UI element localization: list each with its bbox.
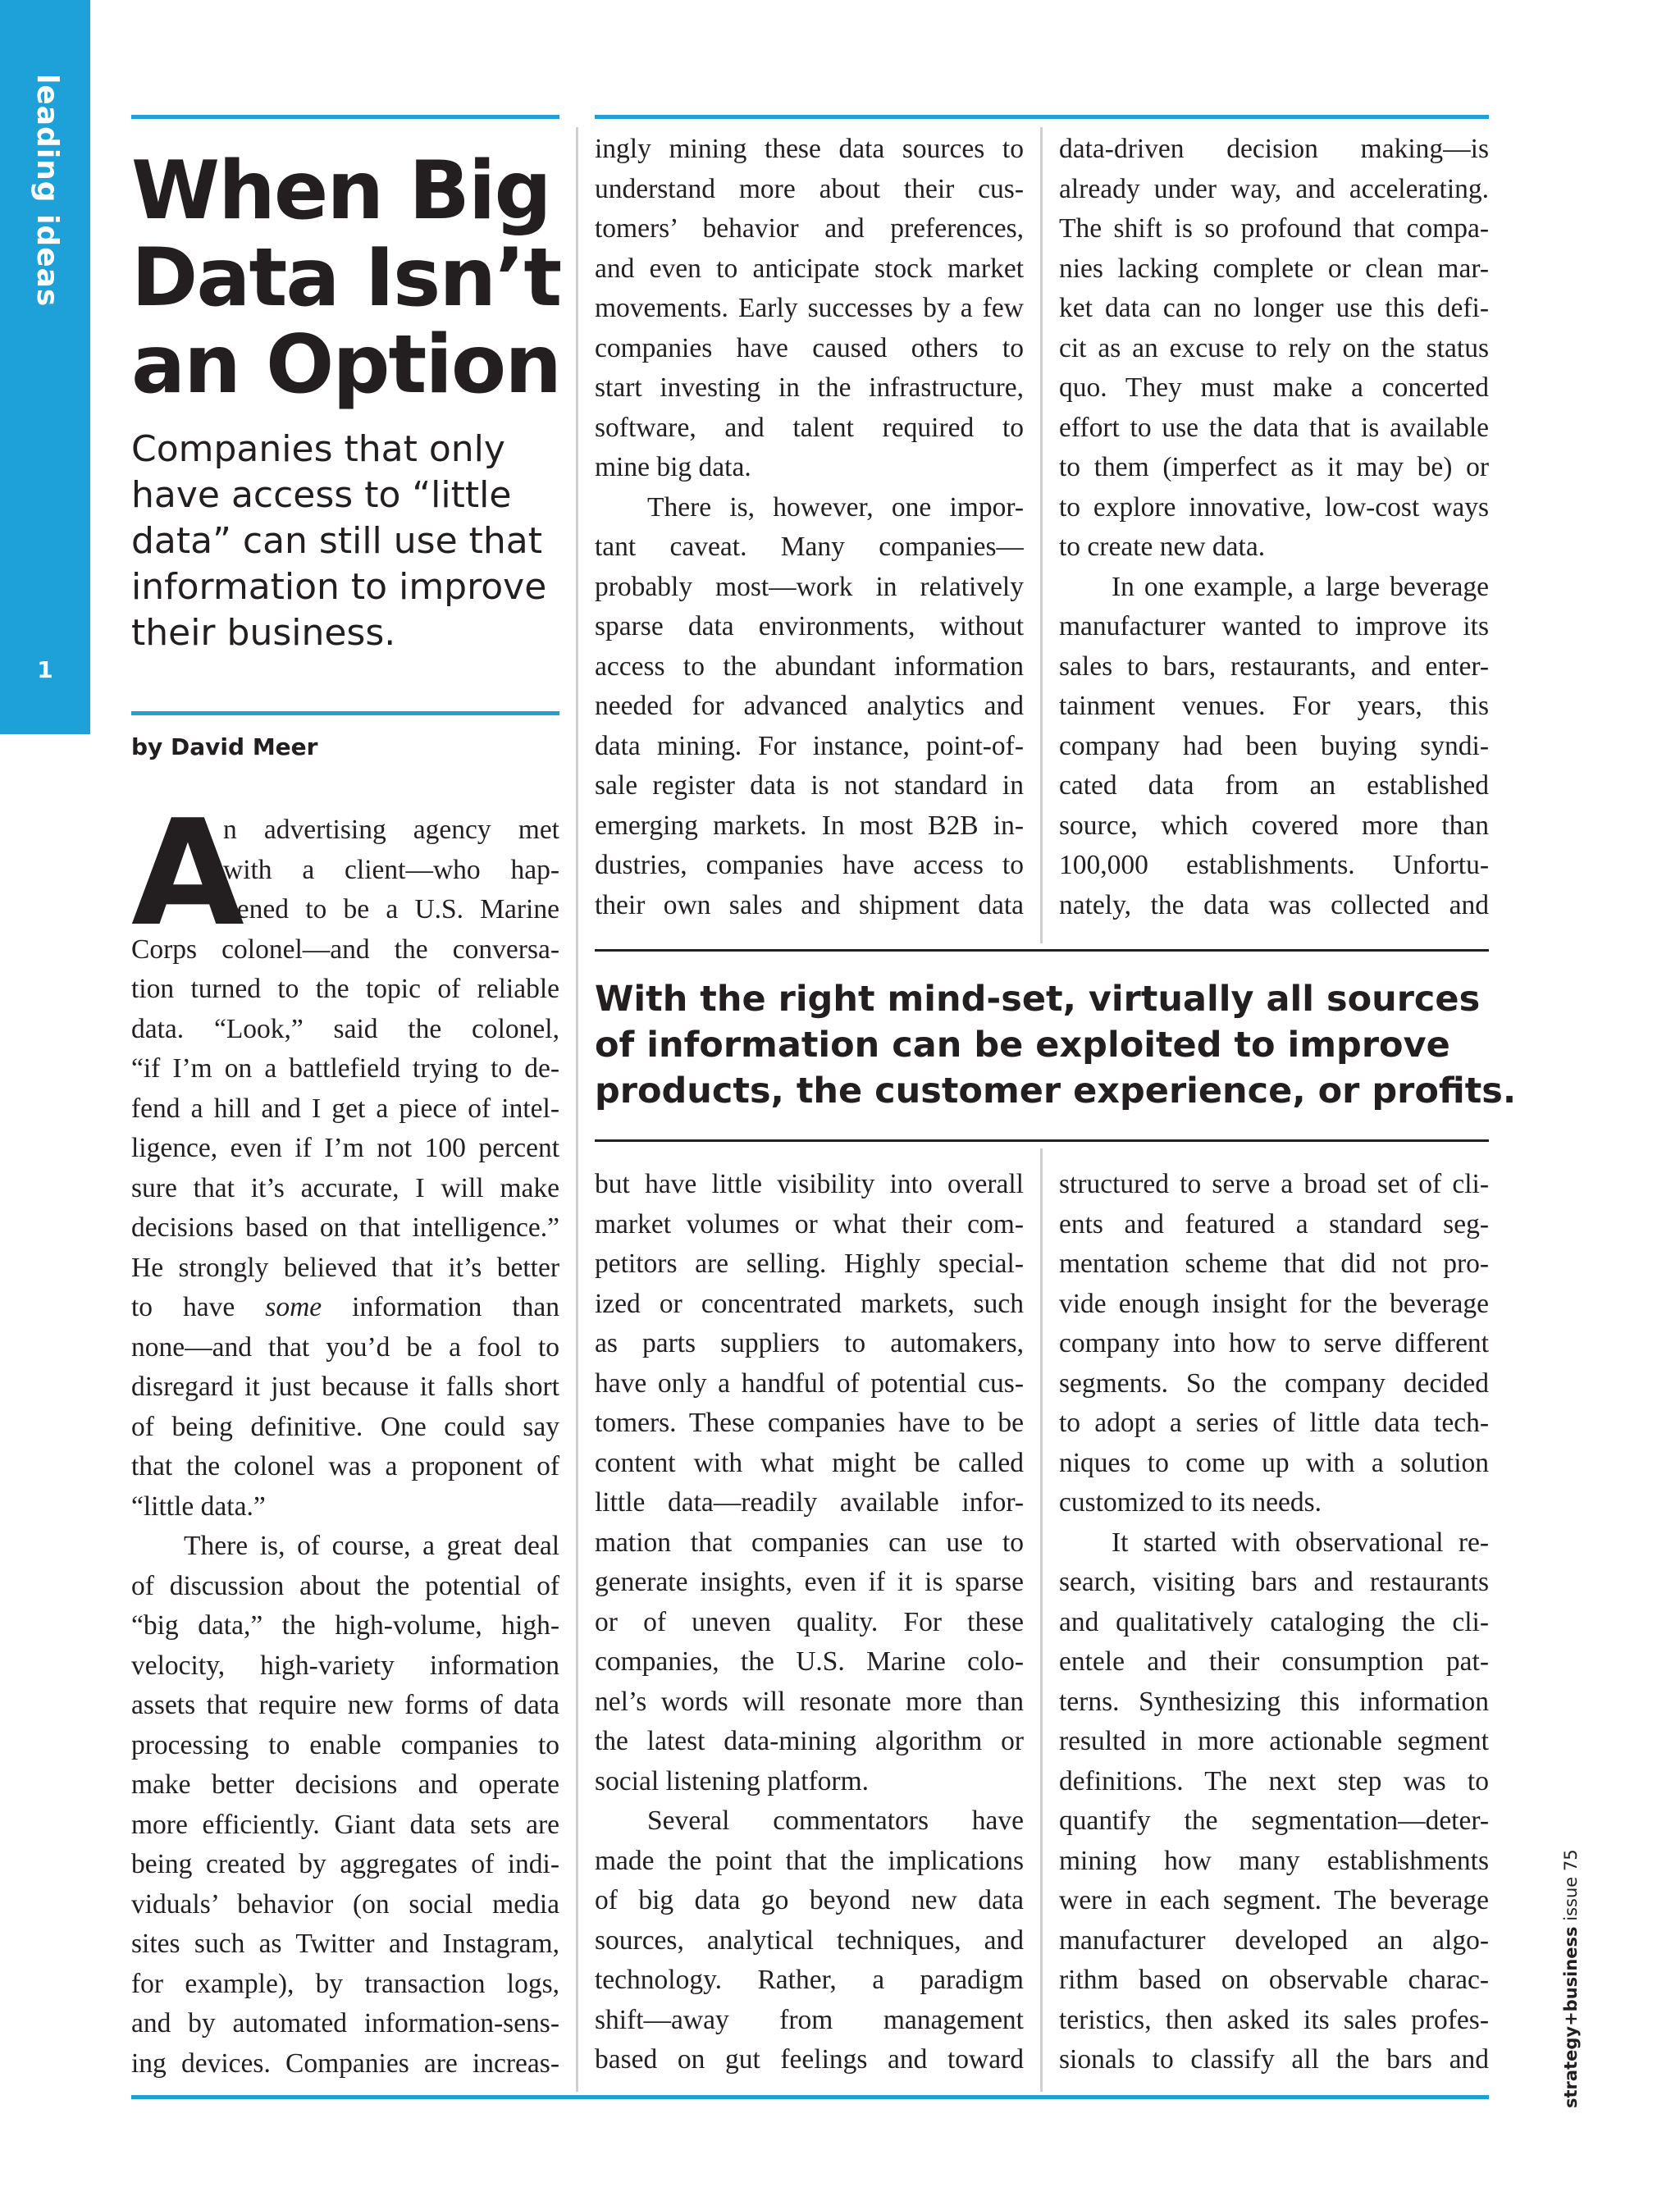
dek-line: their business. [131,612,396,654]
text-line: assets that require new forms of data [131,1690,559,1720]
text-fragment: information than [322,1292,559,1322]
column-2-top [595,130,1024,925]
text-line: nies lacking complete or clean mar- [1059,253,1489,284]
emphasis: some [265,1292,322,1322]
text-line: There is, however, one impor- [647,491,1024,523]
byline: by David Meer [131,733,318,760]
text-line: to them (imperfect as it may be) or [1059,452,1489,482]
text-line: teristics, then asked its sales profes- [1059,2004,1489,2035]
dek-line: Companies that only [131,428,505,470]
text-line: entele and their consumption pat- [1059,1646,1489,1677]
text-line: 100,000 establishments. Unfortu- [1059,850,1489,880]
text-line: made the point that the implications [595,1845,1024,1876]
text-line: generate insights, even if it is sparse [595,1567,1024,1597]
text-line: company into how to serve different [1059,1328,1489,1358]
text-line: with a client—who hap- [223,854,559,885]
text-line: of discussion about the potential of [131,1570,559,1601]
text-line: social listening platform. [595,1765,870,1796]
paragraph [131,788,559,1527]
pull-quote-line: With the right mind-set, virtually all sources [595,979,1481,1020]
pull-quote [595,976,1517,1114]
text-line: dustries, companies have access to [595,850,1024,880]
text-line: ing devices. Companies are increas- [131,2048,559,2079]
text-line: mation that companies can use to [595,1527,1024,1558]
text-line: terns. Synthesizing this information [1059,1686,1489,1717]
headline-line: an Option [131,318,561,412]
text-line: sure that it’s accurate, I will make [131,1172,559,1203]
section-tab [0,0,90,734]
text-line: n advertising agency met [223,815,559,845]
text-line: It started with observational re- [1112,1527,1489,1558]
text-line: sites such as Twitter and Instagram, [131,1929,559,1959]
paragraph [595,1165,1024,1801]
pull-quote-bottom-rule [595,1139,1489,1142]
text-line: company had been buying syndi- [1059,730,1489,761]
text-line: none—and that you’d be a fool to [131,1331,559,1363]
text-line: of being definitive. One could say [131,1411,559,1442]
text-line: “big data,” the high-volume, high- [131,1610,559,1641]
paragraph [595,1801,1024,2080]
text-line: based on gut feelings and toward [595,2044,1024,2075]
issue-number: issue 75 [1561,1849,1581,1921]
text-line: mine big data. [595,452,751,482]
text-line: viduals’ behavior (on social media [131,1888,559,1920]
text-line: niques to come up with a solution [1059,1447,1489,1478]
page-number: 1 [37,656,53,683]
text-line: content with what might be called [595,1447,1024,1478]
column-divider-right-top [1040,127,1043,943]
section-label: leading ideas [30,74,64,308]
bottom-rule [131,2095,1489,2099]
text-line: market volumes or what their com- [595,1208,1024,1239]
paragraph [1059,130,1489,568]
text-line: to adopt a series of little data tech- [1059,1408,1489,1438]
column-3-bottom [1059,1165,1489,2080]
text-line: He strongly believed that it’s better [131,1252,559,1283]
text-line: of big data go beyond new data [595,1885,1024,1915]
text-line: needed for advanced analytics and [595,691,1024,721]
text-line: understand more about their cus- [595,173,1024,204]
text-line: There is, of course, a great deal [184,1531,559,1561]
text-line: tant caveat. Many companies— [595,532,1024,562]
text-line: software, and talent required to [595,412,1024,443]
byline-rule [131,711,559,715]
text-line: segments. So the company decided [1059,1367,1489,1399]
text-line: fend a hill and I get a piece of intel- [131,1093,559,1124]
text-line: customized to its needs. [1059,1487,1322,1518]
text-line: companies, the U.S. Marine colo- [595,1646,1024,1677]
text-line: mining how many establishments [1059,1845,1489,1876]
text-line: tainment venues. For years, this [1059,691,1489,721]
pull-quote-line: products, the customer experience, or profits. [595,1071,1517,1112]
paragraph [595,130,1024,488]
text-line: The shift is so profound that compa- [1059,213,1489,244]
text-line: ized or concentrated markets, such [595,1288,1024,1319]
dek-line: have access to “little [131,474,512,516]
publication-name: strategy+business [1561,1926,1581,2108]
paragraph [595,488,1024,926]
text-line: Corps colonel—and the conversa- [131,934,559,965]
folio [1554,1849,1680,2108]
text-line: technology. Rather, a paradigm [595,1965,1024,1995]
text-line: “if I’m on a battlefield trying to de- [131,1053,559,1084]
text-line: tomers’ behavior and preferences, [595,213,1024,244]
headline-line: When Big [131,144,550,238]
text-line: data. “Look,” said the colonel, [131,1013,559,1044]
headline [131,144,574,412]
text-line: nately, the data was collected and [1059,889,1489,920]
column-3-top [1059,130,1489,925]
pull-quote-top-rule [595,949,1489,952]
text-line: access to the abundant information [595,651,1024,682]
text-line: cated data from an established [1059,770,1489,801]
text-line: and by automated information-sens- [131,2008,559,2038]
text-line: being created by aggregates of indi- [131,1849,559,1879]
column-1 [131,788,559,2084]
text-line: as parts suppliers to automakers, [595,1328,1024,1358]
text-line: or of uneven quality. For these [595,1606,1024,1637]
paragraph [1059,568,1489,926]
text-line: for example), by transaction logs, [131,1968,559,1999]
text-line: that the colonel was a proponent of [131,1451,559,1481]
text-line: processing to enable companies to [131,1729,559,1760]
text-line: petitors are selling. Highly special- [595,1249,1024,1279]
text-line: vide enough insight for the beverage [1059,1288,1489,1319]
text-line: ligence, even if I’m not 100 percent [131,1133,559,1163]
text-line: nel’s words will resonate more than [595,1686,1024,1717]
text-line: the latest data-mining algorithm or [595,1726,1024,1756]
paragraph [1059,1165,1489,1523]
text-line: pened to be a U.S. Marine [223,894,559,924]
dek-line: data” can still use that [131,520,542,562]
text-line: make better decisions and operate [131,1769,559,1800]
text-line: were in each segment. The beverage [1059,1885,1489,1915]
text-line: velocity, high-variety information [131,1650,559,1681]
text-line: ents and featured a standard seg- [1059,1208,1489,1239]
text-line: tion turned to the topic of reliable [131,974,559,1004]
text-line: sources, analytical techniques, and [595,1924,1024,1956]
text-line: and even to anticipate stock market [595,253,1024,284]
paragraph [1059,1523,1489,2080]
column-divider-right-bottom [1040,1148,1043,2092]
text-line: movements. Early successes by a few [595,293,1024,323]
text-line [131,1288,559,1328]
pull-quote-line: of information can be exploited to improve [595,1025,1450,1066]
top-rule-right [595,115,1489,119]
text-line: more efficiently. Giant data sets are [131,1809,559,1840]
text-line: “little data.” [131,1491,266,1522]
text-line: In one example, a large beverage [1112,571,1489,602]
text-line: little data—readily available infor- [595,1487,1024,1518]
dek [131,427,574,656]
text-line: manufacturer developed an algo- [1059,1924,1489,1956]
text-line: manufacturer wanted to improve its [1059,611,1489,641]
text-line: source, which covered more than [1059,810,1489,841]
text-line: already under way, and accelerating. [1059,173,1489,204]
text-line: disregard it just because it falls short [131,1372,559,1402]
text-line: but have little visibility into overall [595,1169,1024,1199]
text-line: sionals to classify all the bars and [1059,2044,1489,2075]
text-line: probably most—work in relatively [595,571,1024,602]
text-line: data-driven decision making—is [1059,134,1489,164]
text-line: Several commentators have [647,1806,1024,1836]
text-line: effort to use the data that is available [1059,412,1489,443]
text-line: emerging markets. In most B2B in- [595,810,1024,841]
text-line: to create new data. [1059,532,1266,562]
text-line: mentation scheme that did not pro- [1059,1249,1489,1279]
text-fragment: to have [131,1292,266,1322]
dek-line: information to improve [131,566,547,608]
text-line: shift—away from management [595,2004,1024,2035]
text-line: start investing in the infrastructure, [595,372,1024,403]
column-2-bottom [595,1165,1024,2080]
text-line: their own sales and shipment data [595,889,1024,920]
text-line: structured to serve a broad set of cli- [1059,1169,1489,1199]
text-line: data mining. For instance, point-of- [595,730,1024,761]
text-line: ingly mining these data sources to [595,134,1024,164]
text-line: and qualitatively cataloging the cli- [1059,1606,1489,1637]
text-line: have only a handful of potential cus- [595,1367,1024,1399]
drop-cap: A [131,788,244,958]
text-line: ket data can no longer use this defi- [1059,293,1489,323]
text-line: search, visiting bars and restaurants [1059,1567,1489,1597]
text-line: sales to bars, restaurants, and enter- [1059,651,1489,682]
paragraph [131,1527,559,2084]
text-line: companies have caused others to [595,332,1024,363]
text-line: definitions. The next step was to [1059,1765,1489,1796]
text-line: quantify the segmentation—deter- [1059,1806,1489,1836]
text-line: rithm based on observable charac- [1059,1965,1489,1995]
text-line: sparse data environments, without [595,611,1024,641]
text-line: resulted in more actionable segment [1059,1726,1489,1756]
column-divider-left [576,127,578,2092]
text-line: sale register data is not standard in [595,770,1024,801]
text-line: cit as an excuse to rely on the status [1059,332,1489,363]
text-line: tomers. These companies have to be [595,1408,1024,1438]
headline-line: Data Isn’t [131,231,561,325]
text-line: decisions based on that intelligence.” [131,1212,559,1243]
text-line: quo. They must make a concerted [1059,372,1489,403]
title-top-rule [131,115,559,119]
text-line: to explore innovative, low-cost ways [1059,491,1489,523]
